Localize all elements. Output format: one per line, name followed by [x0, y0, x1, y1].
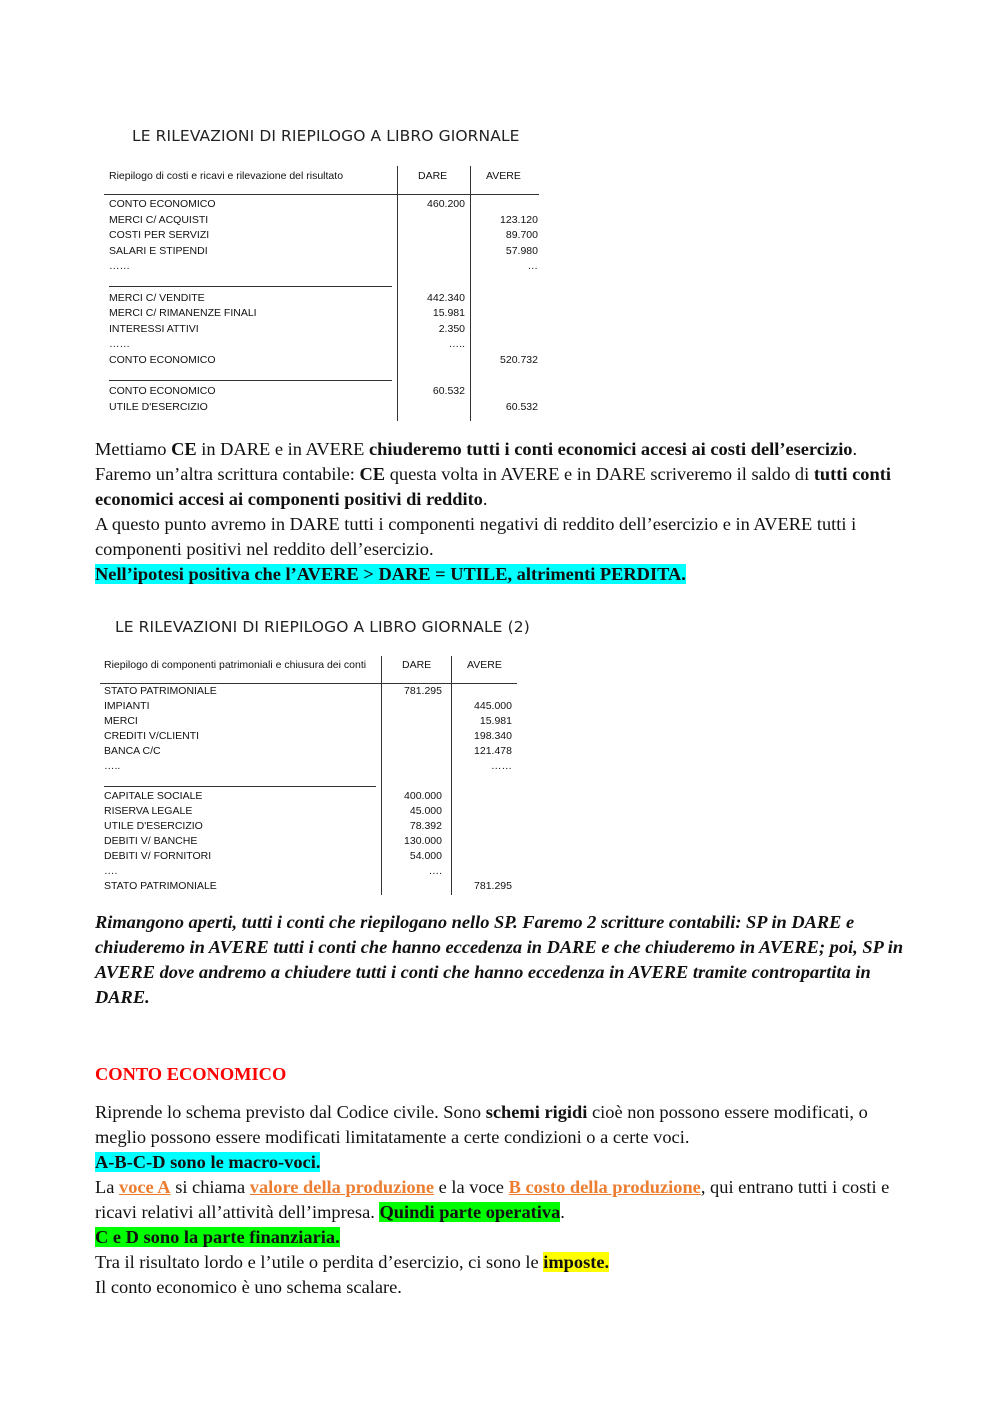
figure1-row-avere: 57.980	[505, 244, 538, 257]
paragraph-1-line2: A questo punto avremo in DARE tutti i componenti negativi di reddito dell’esercizio e in AVERE tutti i componenti positivi nel reddito dell’esercizio.	[95, 514, 857, 559]
figure2-separator-1	[104, 786, 376, 787]
p1-text-c: in DARE e in AVERE	[196, 439, 370, 459]
paragraph-1-highlight-line	[95, 562, 915, 587]
figure1-header-avere: AVERE	[486, 170, 521, 182]
figure2-row-label: BANCA C/C	[104, 745, 161, 757]
figure2-row-dare: 45.000	[409, 805, 442, 817]
figure2-row-avere: 781.295	[474, 880, 512, 892]
figure2-header-dare: DARE	[402, 659, 432, 671]
figure1-row-avere: …	[527, 260, 538, 273]
p1-bold-ce-2: CE	[359, 464, 386, 484]
p1-bold-ce: CE	[171, 439, 197, 459]
figure1-row-label: COSTI PER SERVIZI	[109, 229, 210, 242]
figure1-title: LE RILEVAZIONI DI RIEPILOGO A LIBRO GIORNALE	[132, 127, 520, 145]
figure2-row-avere: 445.000	[474, 700, 512, 712]
figure2-row-label: RISERVA LEGALE	[104, 805, 193, 817]
figure2-row-label: CREDITI V/CLIENTI	[104, 730, 200, 742]
figure1-separator-1	[109, 286, 392, 287]
section-conto-economico	[95, 1062, 915, 1087]
figure1-row-label: MERCI C/ ACQUISTI	[109, 213, 209, 226]
figure1-row-label: INTERESSI ATTIVI	[109, 322, 199, 335]
highlight-utile-perdita: Nell’ipotesi positiva che l’AVERE > DARE = UTILE, altrimenti PERDITA.	[95, 564, 686, 584]
section-heading: CONTO ECONOMICO	[95, 1064, 287, 1084]
s-text-3a: Tra il risultato lordo e l’utile o perdita d’esercizio, ci sono le	[95, 1252, 544, 1272]
figure1-header-dare: DARE	[418, 170, 448, 182]
costo-produzione-link[interactable]: B costo della produzione	[508, 1177, 701, 1197]
figure1-header-rule	[104, 194, 539, 195]
figure1-header-desc: Riepilogo di costi e ricavi e rilevazione del risultato	[109, 170, 344, 182]
p1-bold-d: chiuderemo tutti i conti economici accesi ai costi dell’esercizio	[369, 439, 853, 459]
figure2-row-label: DEBITI V/ FORNITORI	[104, 850, 212, 862]
figure1-row-label: SALARI E STIPENDI	[109, 244, 208, 257]
figure2-row-avere: ……	[491, 760, 512, 772]
highlight-imposte: imposte.	[543, 1252, 610, 1272]
figure2-row-label: …..	[104, 760, 121, 772]
figure2-row-avere: 121.478	[474, 745, 512, 757]
figure1-row-label: CONTO ECONOMICO	[109, 354, 216, 366]
figure1-row-dare: 2.350	[438, 322, 465, 335]
figure1-separator-2	[109, 380, 392, 381]
figure1-row-avere: 520.732	[500, 354, 538, 366]
figure1-row-label: CONTO ECONOMICO	[109, 198, 216, 210]
highlight-parte-finanziaria: C e D sono la parte finanziaria.	[95, 1227, 340, 1247]
p1-text-e: . Faremo un’altra scrittura contabile:	[95, 439, 858, 484]
paragraph-2	[95, 910, 905, 1010]
figure2-row-dare: ….	[428, 865, 442, 877]
s-text-2c: si chiama	[170, 1177, 250, 1197]
figure2-row-dare: 130.000	[404, 835, 442, 847]
paragraph-1-text	[95, 437, 915, 512]
section-para-2	[95, 1175, 910, 1225]
figure2-row-label: STATO PATRIMONIALE	[104, 685, 217, 697]
figure2-row-dare: 78.392	[409, 820, 442, 832]
section-para-4: Il conto economico è uno schema scalare.	[95, 1277, 402, 1297]
p1-text-a: Mettiamo	[95, 439, 172, 459]
figure2-row-label: UTILE D'ESERCIZIO	[104, 820, 203, 832]
figure1-row-label: ……	[109, 338, 130, 351]
figure1-row-avere: 89.700	[505, 229, 538, 242]
figure2-row-dare: 781.295	[404, 685, 442, 697]
voce-a-link[interactable]: voce A	[119, 1177, 171, 1197]
section-highlight-1-line	[95, 1150, 910, 1175]
figure2-row-label: CAPITALE SOCIALE	[104, 790, 203, 802]
figure1-row-dare: 460.200	[427, 198, 465, 210]
section-para-1	[95, 1100, 910, 1150]
figure1-row-dare: 442.340	[427, 291, 465, 304]
highlight-macro-voci: A-B-C-D sono le macro-voci.	[95, 1152, 321, 1172]
figure2-row-avere: 198.340	[474, 730, 512, 742]
figure2-ledger	[100, 652, 520, 896]
figure2-row-label: IMPIANTI	[104, 700, 150, 712]
paragraph-1	[95, 437, 915, 587]
figure2-row-dare: 54.000	[409, 850, 442, 862]
figure1-row-label: MERCI C/ VENDITE	[109, 291, 205, 304]
figure2-row-label: ….	[104, 865, 118, 877]
figure1-row-dare: …..	[448, 338, 465, 351]
figure2-header-avere: AVERE	[467, 659, 502, 671]
figure2-row-label: MERCI	[104, 715, 138, 727]
figure1-row-label: CONTO ECONOMICO	[109, 385, 216, 398]
p1-text-g: questa volta in AVERE e in DARE scriveremo il saldo di	[385, 464, 814, 484]
section-highlight-2-line	[95, 1225, 910, 1250]
s-bold-schemi-rigidi: schemi rigidi	[485, 1102, 588, 1122]
figure2-row-dare: 400.000	[404, 790, 442, 802]
s-text-2g: , qui entrano tutti i costi e ricavi relativi all’attività dell’impresa.	[95, 1177, 890, 1222]
figure2-row-avere: 15.981	[479, 715, 512, 727]
paragraph-2-text: Rimangono aperti, tutti i conti che riepilogano nello SP. Faremo 2 scritture contabili: SP in DARE e chiuderemo in AVERE tutti i conti che hanno eccedenza in DARE e che chiuderemo in AVERE; poi, SP in AVERE dove andremo a chiudere tutti i conti che hanno eccedenza in AVERE tramite contropartita in DARE.	[95, 912, 904, 1007]
p1-text-i: .	[482, 489, 488, 509]
s-text-1c: cioè non possono essere modificati, o meglio possono essere modificati limitatamente a certe condizioni o a certe voci.	[95, 1102, 868, 1147]
figure1-row-label: ……	[109, 260, 130, 273]
figure1-row-label: UTILE D'ESERCIZIO	[109, 400, 208, 413]
section-body	[95, 1100, 910, 1300]
figure2-col-rule-2	[451, 656, 452, 895]
figure1-ledger	[104, 160, 544, 422]
figure1-row-avere: 123.120	[500, 213, 538, 226]
s-text-1a: Riprende lo schema previsto dal Codice civile. Sono	[95, 1102, 486, 1122]
s-text-2a: La	[95, 1177, 119, 1197]
figure2-row-label: DEBITI V/ BANCHE	[104, 835, 198, 847]
valore-produzione-link[interactable]: valore della produzione	[249, 1177, 435, 1197]
s-text-2i: .	[560, 1202, 565, 1222]
highlight-parte-operativa: Quindi parte operativa	[379, 1202, 561, 1222]
figure1-row-label: MERCI C/ RIMANENZE FINALI	[109, 307, 257, 320]
figure1-row-dare: 60.532	[432, 385, 465, 398]
figure1-row-dare: 15.981	[432, 307, 465, 320]
figure2-header-rule	[100, 683, 517, 684]
figure2-row-label: STATO PATRIMONIALE	[104, 880, 217, 892]
section-para-3	[95, 1250, 910, 1275]
figure1-row-avere: 60.532	[505, 400, 538, 413]
figure2-title: LE RILEVAZIONI DI RIEPILOGO A LIBRO GIORNALE (2)	[115, 618, 530, 636]
p1-bold-h: tutti conti economici accesi ai componenti positivi di reddito	[95, 464, 891, 509]
figure1-col-rule-2	[470, 166, 471, 421]
s-text-2e: e la voce	[434, 1177, 509, 1197]
figure2-header-desc: Riepilogo di componenti patrimoniali e chiusura dei conti	[104, 659, 367, 671]
